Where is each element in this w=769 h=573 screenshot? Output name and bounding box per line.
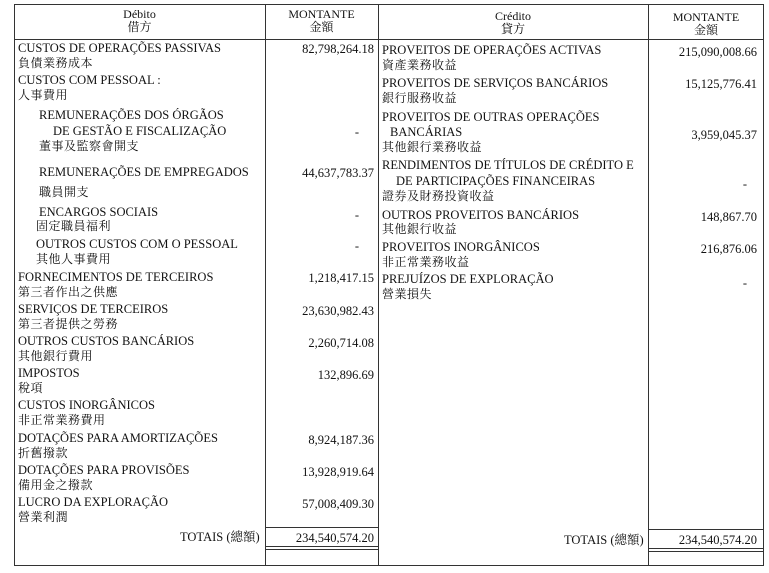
credit-item-amount: 216,876.06	[700, 242, 757, 256]
debit-item-amount: 8,924,187.36	[308, 433, 374, 447]
debit-item-label-zh: 第三者提供之勞務	[18, 317, 119, 331]
debit-item-label: CUSTOS INORGÂNICOS	[18, 398, 155, 412]
debit-item-amount: 1,218,417.15	[308, 271, 374, 285]
credit-header-pt: Crédito	[495, 9, 531, 23]
debit-item-label: FORNECIMENTOS DE TERCEIROS	[18, 270, 214, 284]
debit-total-rule-2	[265, 549, 378, 550]
credit-item-label: OUTROS PROVEITOS BANCÁRIOS	[382, 208, 580, 222]
credit-amount-header-pt: MONTANTE	[672, 10, 740, 24]
credit-total-rule-1	[648, 548, 764, 549]
debit-item-amount: -	[354, 239, 359, 253]
credit-amount-header-zh: 金額	[693, 23, 718, 37]
debit-item-label-zh: 固定職員福利	[36, 219, 112, 233]
debit-item-label-zh: 其他人事費用	[36, 252, 112, 266]
credit-item-amount: -	[742, 276, 747, 290]
credit-item-label-cont: BANCÁRIAS	[390, 125, 463, 139]
debit-item-label-zh: 人事費用	[18, 88, 69, 102]
debit-item-label-zh: 營業利潤	[18, 510, 69, 524]
credit-item-amount: 215,090,008.66	[678, 45, 757, 59]
debit-header-pt: Débito	[123, 7, 156, 21]
credit-item-label-zh: 證券及財務投資收益	[382, 189, 495, 203]
debit-amount-header-zh: 金額	[309, 20, 334, 34]
debit-item-amount: -	[354, 125, 359, 139]
debit-item-amount: 23,630,982.43	[302, 304, 374, 318]
debit-item-label: IMPOSTOS	[18, 366, 80, 380]
debit-item-label: CUSTOS DE OPERAÇÕES PASSIVAS	[18, 41, 221, 55]
debit-item-label: ENCARGOS SOCIAIS	[39, 205, 159, 219]
debit-item-label: OUTROS CUSTOS BANCÁRIOS	[18, 334, 195, 348]
debit-item-amount: 2,260,714.08	[308, 336, 374, 350]
debit-item-label: OUTROS CUSTOS COM O PESSOAL	[36, 237, 238, 251]
debit-item-label: SERVIÇOS DE TERCEIROS	[18, 302, 169, 316]
credit-item-label-zh: 銀行服務收益	[382, 91, 458, 105]
debit-item-amount: 82,798,264.18	[302, 42, 374, 56]
debit-item-label-zh: 職員開支	[39, 185, 90, 199]
credit-item-amount: -	[742, 177, 747, 191]
credit-total-rule-top	[648, 529, 764, 530]
credit-item-label: PROVEITOS DE OPERAÇÕES ACTIVAS	[382, 43, 602, 57]
credit-item-amount: 15,125,776.41	[685, 77, 757, 91]
debit-item-label-zh: 其他銀行費用	[18, 349, 94, 363]
debit-item-label-zh: 第三者作出之供應	[18, 285, 119, 299]
debit-item-label-cont: DE GESTÃO E FISCALIZAÇÃO	[53, 124, 227, 138]
debit-item-amount: 57,008,409.30	[302, 497, 374, 511]
center-divider	[378, 4, 379, 566]
debit-total-rule-1	[265, 546, 378, 547]
credit-header	[378, 10, 648, 36]
debit-item-label: DOTAÇÕES PARA PROVISÕES	[18, 463, 190, 477]
debit-item-label: REMUNERAÇÕES DE EMPREGADOS	[39, 165, 249, 179]
debit-total-label: TOTAIS (總額)	[180, 530, 260, 544]
credit-total-rule-2	[648, 551, 764, 552]
credit-item-label: PREJUÍZOS DE EXPLORAÇÃO	[382, 272, 554, 286]
credit-item-label: PROVEITOS DE SERVIÇOS BANCÁRIOS	[382, 76, 609, 90]
debit-item-label-zh: 負債業務成本	[18, 56, 94, 70]
credit-item-label: RENDIMENTOS DE TÍTULOS DE CRÉDITO E	[382, 158, 634, 172]
debit-amount-divider	[265, 4, 266, 566]
credit-item-label-zh: 其他銀行業務收益	[382, 140, 483, 154]
debit-item-label: CUSTOS COM PESSOAL :	[18, 73, 161, 87]
debit-item-label-zh: 非正常業務費用	[18, 413, 106, 427]
credit-item-label-zh: 營業損失	[382, 287, 433, 301]
debit-item-amount: 13,928,919.64	[302, 465, 374, 479]
debit-item-label-zh: 稅項	[18, 381, 44, 395]
credit-item-label-zh: 非正常業務收益	[382, 255, 470, 269]
credit-item-label: PROVEITOS DE OUTRAS OPERAÇÕES	[382, 110, 600, 124]
credit-item-amount: 148,867.70	[700, 210, 757, 224]
debit-total-rule-top	[265, 527, 378, 528]
debit-item-label-zh: 折舊撥款	[18, 446, 69, 460]
credit-header-zh: 貸方	[500, 22, 525, 36]
credit-item-label-zh: 其他銀行收益	[382, 222, 458, 236]
credit-amount-header	[648, 11, 764, 37]
debit-item-label: LUCRO DA EXPLORAÇÃO	[18, 495, 169, 509]
debit-item-label: DOTAÇÕES PARA AMORTIZAÇÕES	[18, 431, 218, 445]
debit-total-amount: 234,540,574.20	[295, 531, 374, 545]
credit-item-label-zh: 資產業務收益	[382, 58, 458, 72]
debit-amount-header	[265, 8, 378, 34]
credit-item-label-cont: DE PARTICIPAÇÕES FINANCEIRAS	[396, 174, 596, 188]
credit-amount-divider	[648, 4, 649, 566]
credit-total-amount: 234,540,574.20	[678, 533, 757, 547]
debit-item-label-zh: 董事及監察會開支	[39, 139, 140, 153]
debit-header-zh: 借方	[127, 20, 152, 34]
credit-item-label: PROVEITOS INORGÂNICOS	[382, 240, 540, 254]
debit-item-label: REMUNERAÇÕES DOS ÓRGÃOS	[39, 108, 224, 122]
debit-header	[14, 8, 265, 34]
debit-item-amount: -	[354, 208, 359, 222]
debit-item-amount: 132,896.69	[317, 368, 374, 382]
credit-total-label: TOTAIS (總額)	[564, 533, 644, 547]
debit-item-amount: 44,637,783.37	[302, 166, 374, 180]
credit-item-amount: 3,959,045.37	[691, 128, 757, 142]
debit-item-label-zh: 備用金之撥款	[18, 478, 94, 492]
debit-amount-header-pt: MONTANTE	[288, 7, 355, 21]
